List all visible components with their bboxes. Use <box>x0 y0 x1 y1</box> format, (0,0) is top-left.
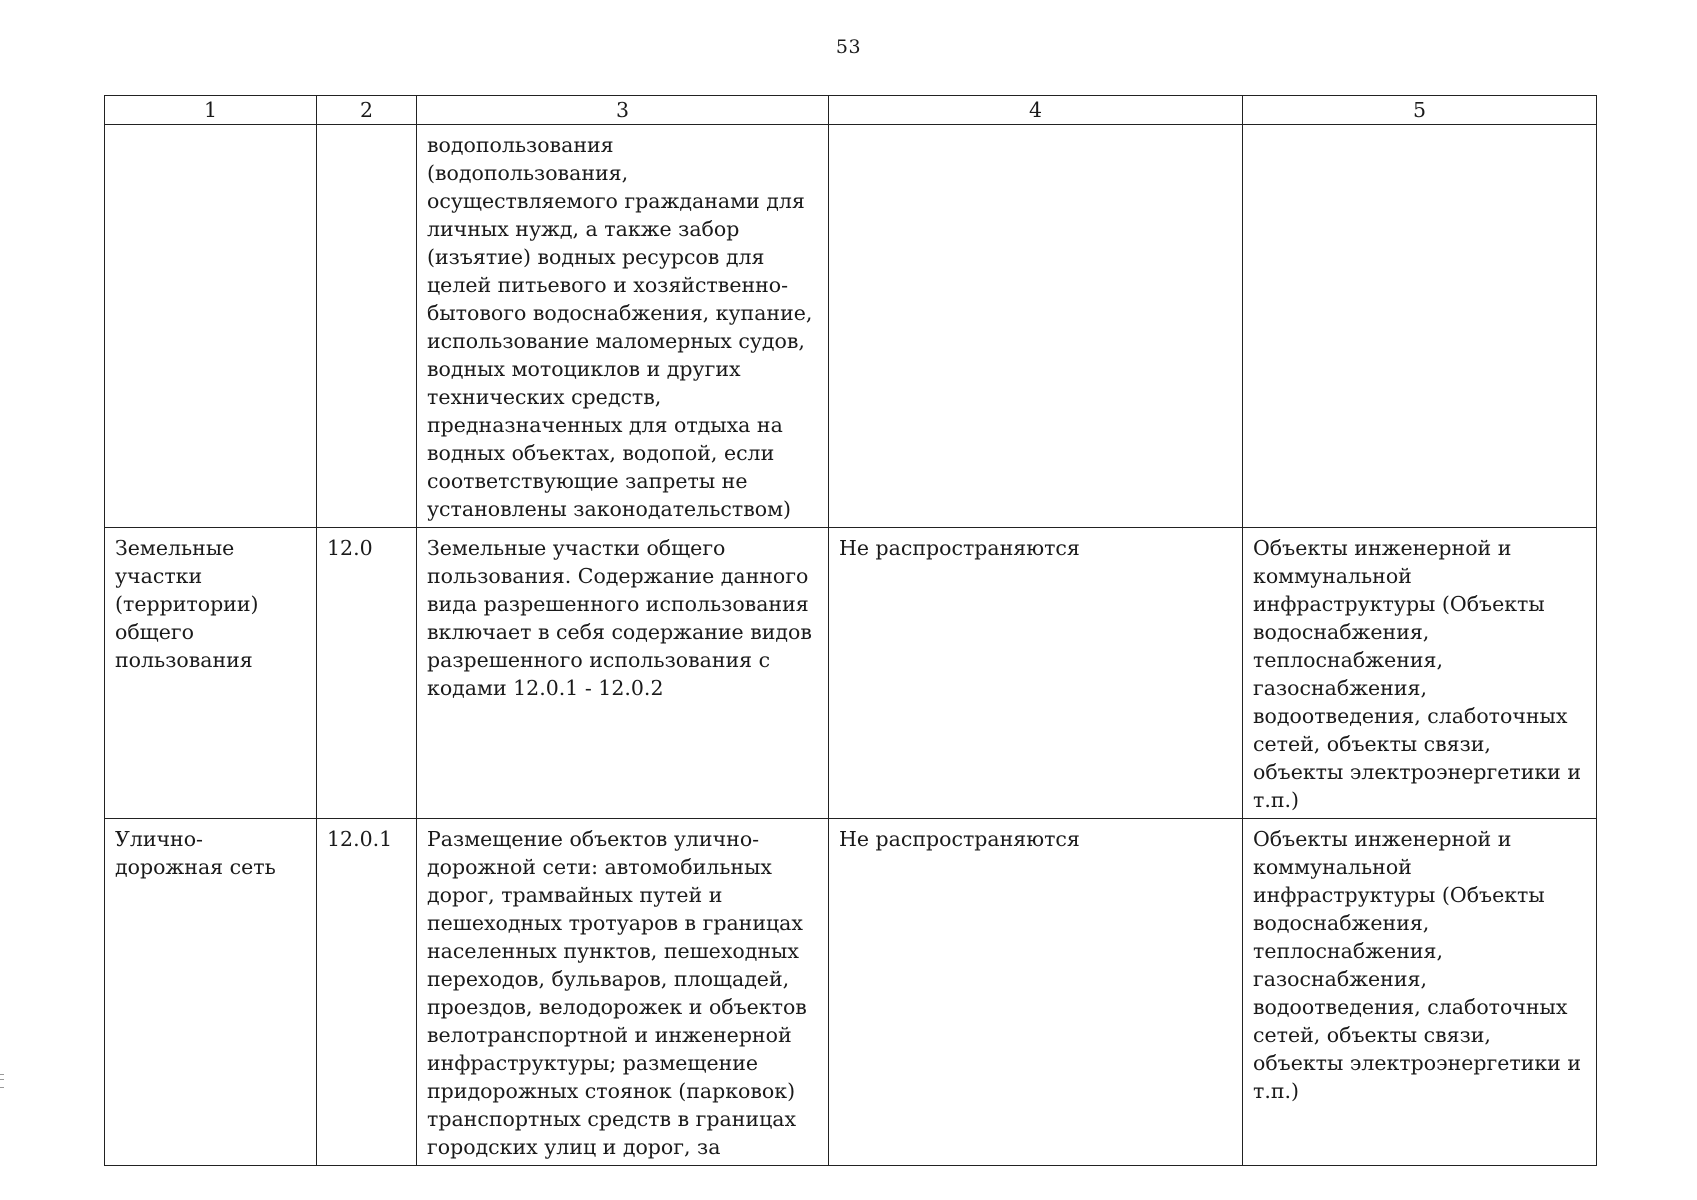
table-row <box>105 125 1597 528</box>
column-header: 2 <box>317 96 417 125</box>
auxiliary-uses-cell <box>1243 125 1597 528</box>
auxiliary-uses-cell: Объекты инженерной и коммунальной инфраструктуры (Объекты водоснабжения, теплоснабжения, газоснабжения, водоотведения, слаботочных сетей, объекты связи, объекты электроэнергетики и т.п.) <box>1243 819 1597 1166</box>
parameters-cell: Не распространяются <box>829 819 1243 1166</box>
table-row <box>105 819 1597 1166</box>
use-name-cell <box>105 125 317 528</box>
column-header: 3 <box>417 96 829 125</box>
table-row <box>105 528 1597 819</box>
use-description-cell: Земельные участки общего пользования. Содержание данного вида разрешенного использования включает в себя содержание видов разрешенного использования с кодами 12.0.1 - 12.0.2 <box>417 528 829 819</box>
page-number: 53 <box>835 36 862 58</box>
parameters-cell: Не распространяются <box>829 528 1243 819</box>
use-code-cell: 12.0 <box>317 528 417 819</box>
use-name-cell: Улично-дорожная сеть <box>105 819 317 1166</box>
use-description-cell: Размещение объектов улично-дорожной сети: автомобильных дорог, трамвайных путей и пешеходных тротуаров в границах населенных пунктов, пешеходных переходов, бульваров, площадей, проездов, велодорожек и объектов велотранспортной и инженерной инфраструктуры; размещение придорожных стоянок (парковок) транспортных средств в границах городских улиц и дорог, за <box>417 819 829 1166</box>
use-name-cell: Земельные участки (территории) общего пользования <box>105 528 317 819</box>
use-code-cell: 12.0.1 <box>317 819 417 1166</box>
regulations-table <box>104 95 1597 1166</box>
parameters-cell <box>829 125 1243 528</box>
column-header: 1 <box>105 96 317 125</box>
use-description-cell: водопользования (водопользования, осуществляемого гражданами для личных нужд, а также забор (изъятие) водных ресурсов для целей питьевого и хозяйственно-бытового водоснабжения, купание, использование маломерных судов, водных мотоциклов и других технических средств, предназначенных для отдыха на водных объектах, водопой, если соответствующие запреты не установлены законодательством) <box>417 125 829 528</box>
auxiliary-uses-cell: Объекты инженерной и коммунальной инфраструктуры (Объекты водоснабжения, теплоснабжения, газоснабжения, водоотведения, слаботочных сетей, объекты связи, объекты электроэнергетики и т.п.) <box>1243 528 1597 819</box>
use-code-cell <box>317 125 417 528</box>
column-header: 4 <box>829 96 1243 125</box>
column-header: 5 <box>1243 96 1597 125</box>
scan-edge-mark <box>0 1074 4 1088</box>
table-header-row <box>105 96 1597 125</box>
